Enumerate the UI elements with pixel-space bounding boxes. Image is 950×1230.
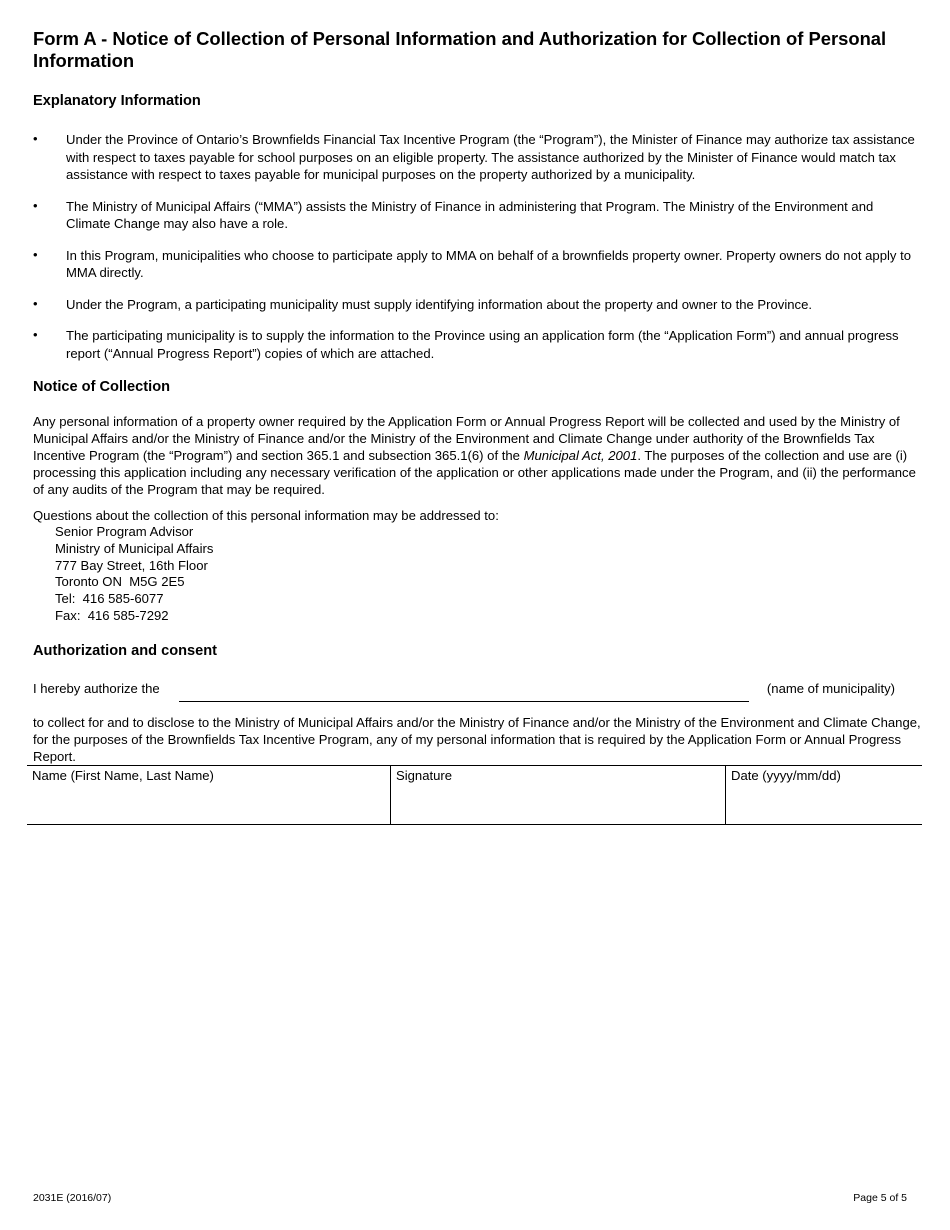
explanatory-bullet-item xyxy=(33,131,921,184)
bullet-text: In this Program, municipalities who choose to participate apply to MMA on behalf of a brownfields property owner. Property owners do not apply to MMA directly. xyxy=(66,247,911,280)
authorization-heading: Authorization and consent xyxy=(33,642,218,659)
bullet-text: The Ministry of Municipal Affairs (“MMA”) assists the Ministry of Finance in administering that Program. The Ministry of the Environment and Climate Change may also have a role. xyxy=(66,198,874,231)
form-code: 2031E (2016/07) xyxy=(33,1192,112,1204)
consent-text: to collect for and to disclose to the Ministry of Municipal Affairs and/or the Ministry of Finance and/or the Ministry of the Environment and Climate Change, for the purposes of the Brownfields Tax Incentive Program, any of my personal information that is required by the Application Form or Annual Progress Report. xyxy=(33,714,921,764)
contact-title: Senior Program Advisor xyxy=(55,524,194,539)
explanatory-heading: Explanatory Information xyxy=(33,93,201,109)
bullet-text: The participating municipality is to supply the information to the Province using an application form (the “Application Form”) and annual progress report (“Annual Progress Report”) copies of which are attached. xyxy=(66,328,899,361)
signature-table xyxy=(27,765,922,825)
contact-org: Ministry of Municipal Affairs xyxy=(55,540,214,556)
explanatory-bullet-item xyxy=(33,198,921,233)
notice-text-part1: Any personal information of a property owner required by the Application Form or Annual Progress Report will be collected and used by the Ministry of Municipal Affairs and/or the Ministry of Finance and/or the Ministry of the Environment and Climate Change under authority of the Brownfields Tax Incentive Program (the “Program”) and section 365.1 and subsection 365.1(6) of the xyxy=(33,414,900,463)
contact-city: Toronto ON M5G 2E5 xyxy=(55,574,185,590)
date-field-label: Date (yyyy/mm/dd) xyxy=(731,767,841,783)
notice-act-title: Municipal Act, 2001 xyxy=(523,448,638,463)
bullet-icon: • xyxy=(33,246,38,262)
bullet-icon: • xyxy=(33,131,38,146)
date-field[interactable] xyxy=(726,765,923,824)
authorize-prefix: I hereby authorize the xyxy=(33,680,160,696)
bullet-icon: • xyxy=(33,327,38,342)
contact-fax: Fax: 416 585-7292 xyxy=(55,607,169,623)
notice-text-part2: . The purposes of the collection and use are (i) processing this application including any necessary verification of the application or other applications made under the Program, and (ii) the performance of any audits of the Program that may be required. xyxy=(33,448,916,497)
explanatory-bullet-list xyxy=(33,131,921,362)
bullet-text: Under the Program, a participating municipality must supply identifying information about the property and owner to the Province. xyxy=(66,296,813,312)
page-number: Page 5 of 5 xyxy=(853,1192,907,1204)
form-title: Form A - Notice of Collection of Personal Information and Authorization for Collection of Personal Information xyxy=(33,28,887,71)
signature-field[interactable] xyxy=(391,765,726,824)
signature-row xyxy=(27,765,922,824)
explanatory-bullet-item xyxy=(33,327,921,362)
form-page xyxy=(33,28,921,825)
contact-address xyxy=(55,524,921,625)
notice-heading: Notice of Collection xyxy=(33,379,171,395)
name-field-label: Name (First Name, Last Name) xyxy=(32,767,214,783)
authorization-line xyxy=(33,677,921,707)
municipality-name-field[interactable] xyxy=(179,677,749,702)
signature-field-label: Signature xyxy=(396,767,453,783)
bullet-icon: • xyxy=(33,295,38,311)
municipality-field-label: (name of municipality) xyxy=(766,680,895,696)
bullet-icon: • xyxy=(33,197,38,213)
explanatory-bullet-item xyxy=(33,247,921,282)
contact-street: 777 Bay Street, 16th Floor xyxy=(55,557,208,573)
explanatory-bullet-item xyxy=(33,296,921,314)
contact-tel: Tel: 416 585-6077 xyxy=(55,591,164,607)
questions-intro: Questions about the collection of this personal information may be addressed to: xyxy=(33,508,499,523)
notice-paragraph xyxy=(33,413,921,498)
bullet-text: Under the Province of Ontario’s Brownfields Financial Tax Incentive Program (the “Program”), the Minister of Finance may authorize tax assistance with respect to taxes payable for school purposes on an eligible property. The assistance authorized by the Minister of Finance would match tax assistance with respect to taxes payable for municipal purposes on the property authorized by a municipality. xyxy=(66,132,915,182)
name-field[interactable] xyxy=(27,765,391,824)
